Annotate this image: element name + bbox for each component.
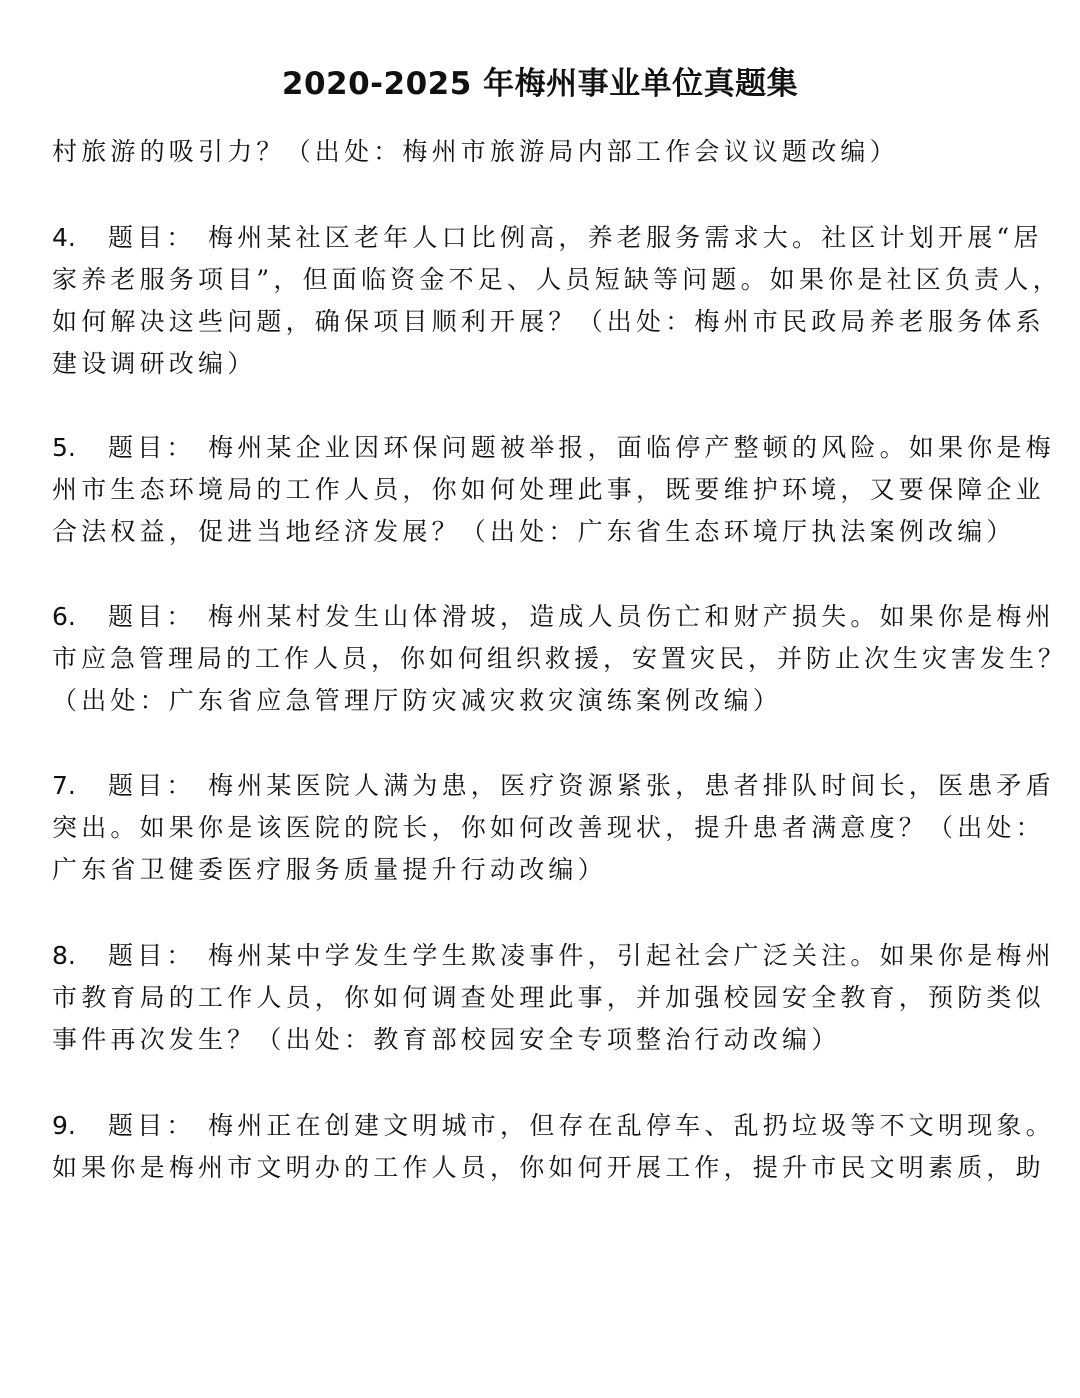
question-4-line-4: 建设调研改编）: [52, 349, 257, 378]
question-label: 题目：: [108, 602, 196, 631]
question-label: 题目：: [108, 1111, 196, 1140]
question-label: 题目：: [108, 771, 196, 800]
question-label: 题目：: [108, 223, 196, 252]
question-6-line-1: [52, 597, 1055, 637]
question-8-line-2: 市教育局的工作人员，你如何调查处理此事，并加强校园安全教育，预防类似: [52, 983, 1045, 1012]
question-text: 梅州某医院人满为患，医疗资源紧张，患者排队时间长，医患矛盾: [208, 771, 1055, 800]
continuation-text: 村旅游的吸引力？（出处：梅州市旅游局内部工作会议议题改编）: [52, 137, 899, 166]
question-number: 7.: [52, 771, 76, 800]
question-8-line-3: 事件再次发生？（出处：教育部校园安全专项整治行动改编）: [52, 1025, 841, 1054]
question-7-line-2: 突出。如果你是该医院的院长，你如何改善现状，提升患者满意度？（出处：: [52, 813, 1045, 842]
question-8-line-1: [52, 936, 1055, 976]
question-6-line-3: （出处：广东省应急管理厅防灾减灾救灾演练案例改编）: [52, 686, 783, 715]
question-text: 梅州正在创建文明城市，但存在乱停车、乱扔垃圾等不文明现象。: [208, 1111, 1055, 1140]
question-number: 8.: [52, 941, 76, 970]
question-4-line-1: [52, 218, 1043, 258]
question-4-line-3: 如何解决这些问题，确保项目顺利开展？（出处：梅州市民政局养老服务体系: [52, 307, 1045, 336]
question-number: 5.: [52, 433, 76, 462]
question-5-line-1: [52, 428, 1055, 468]
question-9-line-2: 如果你是梅州市文明办的工作人员，你如何开展工作，提升市民文明素质，助: [52, 1153, 1045, 1182]
question-7-line-3: 广东省卫健委医疗服务质量提升行动改编）: [52, 855, 607, 884]
question-text: 梅州某村发生山体滑坡，造成人员伤亡和财产损失。如果你是梅州: [208, 602, 1055, 631]
question-6-line-2: 市应急管理局的工作人员，你如何组织救援，安置灾民，并防止次生灾害发生？: [52, 644, 1068, 673]
question-text: 梅州某社区老年人口比例高，养老服务需求大。社区计划开展“居: [208, 223, 1043, 252]
question-number: 9.: [52, 1111, 76, 1140]
question-7-line-1: [52, 766, 1055, 806]
question-label: 题目：: [108, 433, 196, 462]
question-5-line-3: 合法权益，促进当地经济发展？（出处：广东省生态环境厅执法案例改编）: [52, 517, 1016, 546]
question-number: 6.: [52, 602, 76, 631]
question-9-line-1: [52, 1106, 1055, 1146]
question-5-line-2: 州市生态环境局的工作人员，你如何处理此事，既要维护环境，又要保障企业: [52, 475, 1045, 504]
question-4-line-2: 家养老服务项目”，但面临资金不足、人员短缺等问题。如果你是社区负责人，: [52, 265, 1062, 294]
question-number: 4.: [52, 223, 76, 252]
page-title: 2020-2025 年梅州事业单位真题集: [281, 66, 799, 102]
question-text: 梅州某企业因环保问题被举报，面临停产整顿的风险。如果你是梅: [208, 433, 1055, 462]
question-text: 梅州某中学发生学生欺凌事件，引起社会广泛关注。如果你是梅州: [208, 941, 1055, 970]
question-label: 题目：: [108, 941, 196, 970]
